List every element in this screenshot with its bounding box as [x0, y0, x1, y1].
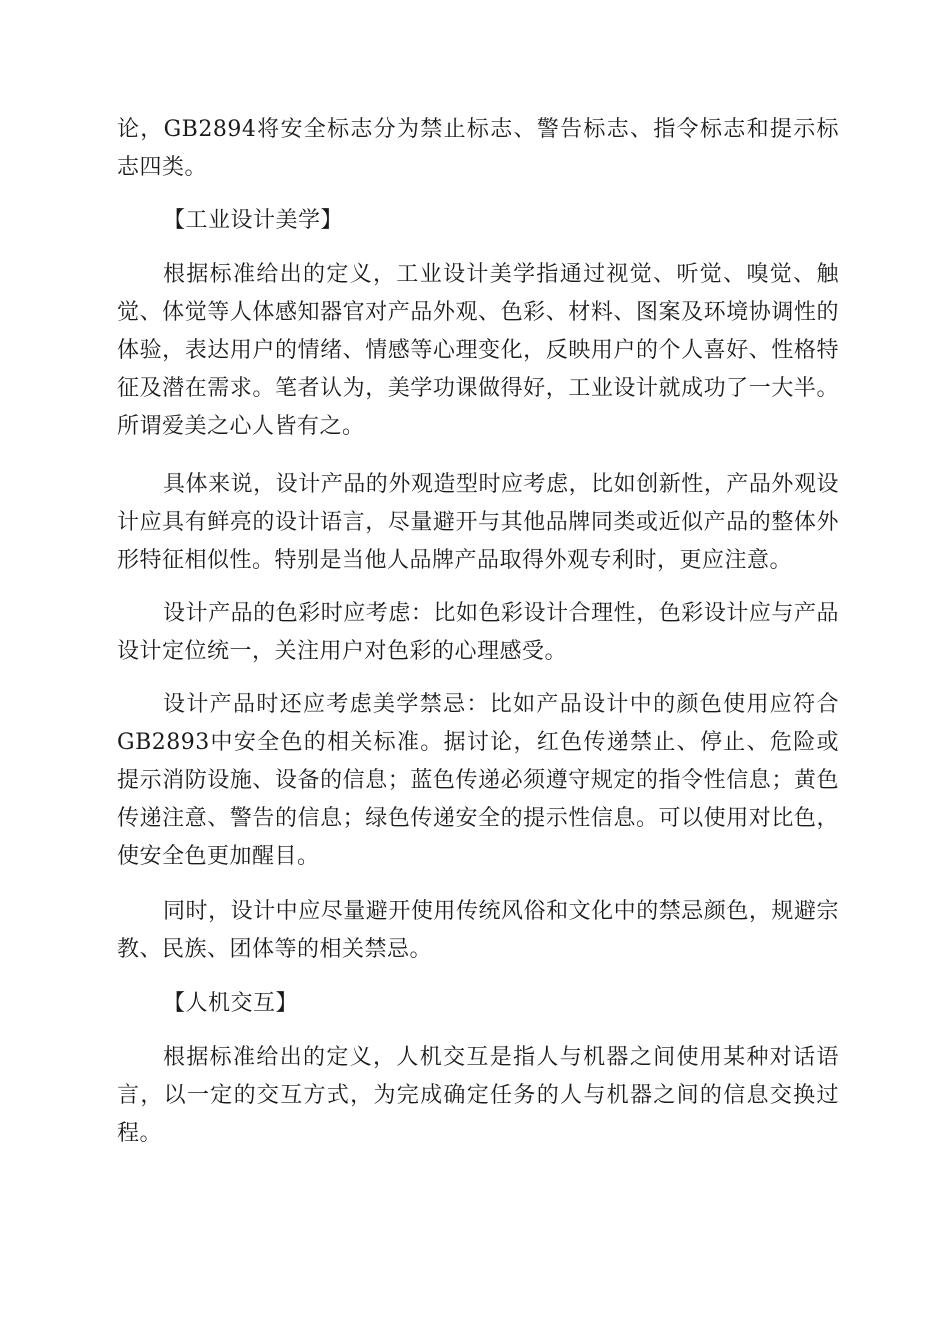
section-heading-industrial-aesthetics: 【工业设计美学】 — [163, 208, 344, 233]
paragraph-cultural-taboos: 同时，设计中应尽量避开使用传统风俗和文化中的禁忌颜色，规避宗教、民族、团体等的相关禁忌。 — [117, 899, 839, 962]
paragraph-color-design: 设计产品的色彩时应考虑：比如色彩设计合理性，色彩设计应与产品设计定位统一，关注用户对色彩的心理感受。 — [117, 601, 839, 664]
paragraph-aesthetic-taboos: 设计产品时还应考虑美学禁忌：比如产品设计中的颜色使用应符合GB2893中安全色的相关标准。据讨论，红色传递禁止、停止、危险或提示消防设施、设备的信息；蓝色传递必须遵守规定的指令性信息；黄色传递注意、警告的信息；绿色传递安全的提示性信息。可以使用对比色，使安全色更加醒目。 — [117, 692, 839, 869]
paragraph-aesthetics-definition: 根据标准给出的定义，工业设计美学指通过视觉、听觉、嗅觉、触觉、体觉等人体感知器官对产品外观、色彩、材料、图案及环境协调性的体验，表达用户的情绪、情感等心理变化，反映用户的个人喜好、性格特征及潜在需求。笔者认为，美学功课做得好，工业设计就成功了一大半。所谓爱美之心人皆有之。 — [117, 262, 839, 439]
paragraph-appearance-design: 具体来说，设计产品的外观造型时应考虑，比如创新性，产品外观设计应具有鲜亮的设计语言，尽量避开与其他品牌同类或近似产品的整体外形特征相似性。特别是当他人品牌产品取得外观专利时，更应注意。 — [117, 472, 839, 573]
paragraph-continuation: 论，GB2894将安全标志分为禁止标志、警告标志、指令标志和提示标志四类。 — [117, 117, 839, 180]
paragraph-interaction-definition: 根据标准给出的定义，人机交互是指人与机器之间使用某种对话语言，以一定的交互方式，为完成确定任务的人与机器之间的信息交换过程。 — [117, 1045, 839, 1146]
section-heading-human-machine-interaction: 【人机交互】 — [163, 991, 299, 1016]
